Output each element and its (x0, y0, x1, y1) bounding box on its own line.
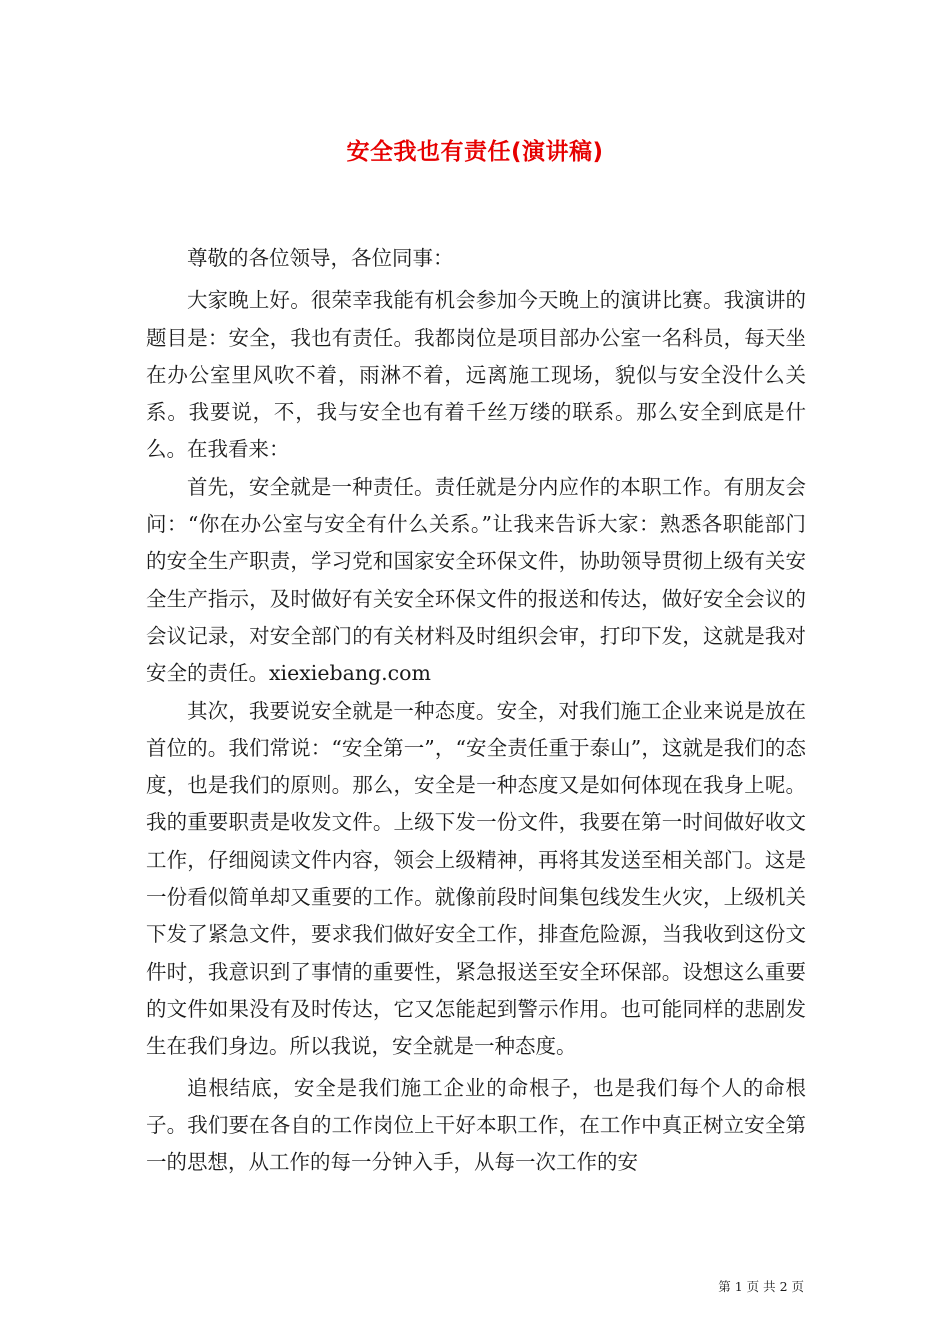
paragraph-3: 其次，我要说安全就是一种态度。安全，对我们施工企业来说是放在首位的。我们常说：“安全第一”，“安全责任重于泰山”，这就是我们的态度，也是我们的原则。那么，安全是一种态度又是如何体现在我身上呢。我的重要职责是收发文件。上级下发一份文件，我要在第一时间做好收文工作，仔细阅读文件内容，领会上级精神，再将其发送至相关部门。这是一份看似简单却又重要的工作。就像前段时间集包线发生火灾，上级机关下发了紧急文件，要求我们做好安全工作，排查危险源，当我收到这份文件时，我意识到了事情的重要性，紧急报送至安全环保部。设想这么重要的文件如果没有及时传达，它又怎能起到警示作用。也可能同样的悲剧发生在我们身边。所以我说，安全就是一种态度。 (146, 698, 806, 1059)
paragraph-1: 大家晚上好。很荣幸我能有机会参加今天晚上的演讲比赛。我演讲的题目是：安全，我也有责任。我都岗位是项目部办公室一名科员，每天坐在办公室里风吹不着，雨淋不着，远离施工现场，貌似与安全没什么关系。我要说，不，我与安全也有着千丝万缕的联系。那么安全到底是什么。在我看来： (146, 288, 806, 462)
document-title: 安全我也有责任(演讲稿) (346, 139, 604, 165)
page-number-footer: 第 1 页 共 2 页 (718, 1279, 804, 1294)
salutation: 尊敬的各位领导，各位同事： (187, 246, 454, 270)
paragraph-4: 追根结底，安全是我们施工企业的命根子，也是我们每个人的命根子。我们要在各自的工作岗位上干好本职工作，在工作中真正树立安全第一的思想，从工作的每一分钟入手，从每一次工作的安 (146, 1075, 806, 1175)
document-body (146, 240, 806, 1181)
paragraph-2: 首先，安全就是一种责任。责任就是分内应作的本职工作。有朋友会问：“你在办公室与安全有什么关系。”让我来告诉大家：熟悉各职能部门的安全生产职责，学习党和国家安全环保文件，协助领导贯彻上级有关安全生产指示，及时做好有关安全环保文件的报送和传达，做好安全会议的会议记录，对安全部门的有关材料及时组织会审，打印下发，这就是我对安全的责任。xiexiebang.com (146, 474, 806, 686)
